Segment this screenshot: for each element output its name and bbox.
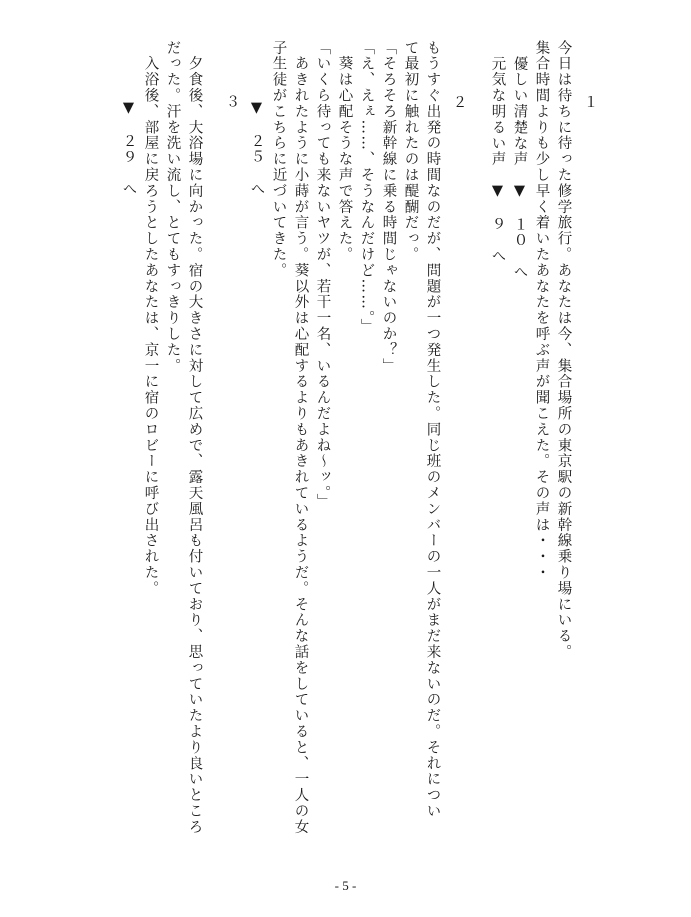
text-line: て最初に触れたのは醍醐だっ。	[402, 40, 419, 263]
choice-link[interactable]: ▼ ２９ へ	[120, 100, 137, 197]
choice-link[interactable]: 元気な明るい声 ▼ ９ へ	[489, 56, 506, 265]
section-number: ３	[223, 94, 240, 110]
section-number: １	[581, 94, 598, 110]
page-number: - 5 -	[334, 878, 357, 893]
text-line: 集合時間よりも少し早く着いたあなたを呼ぶ声が聞こえた。その声は・・・	[533, 40, 550, 581]
text-line: あきれたように小蒔が言う。葵以外は心配するよりもあきれているようだ。そんな話をしていると、一人の女	[292, 40, 309, 835]
text-line: 入浴後、部屋に戻ろうとしたあなたは、京一に宿のロビーに呼び出された。	[142, 40, 159, 597]
text-line: だった。汗を洗い流し、とてもすっきりした。	[164, 40, 181, 374]
text-line: 「いくら待っても来ないヤツが、若干一名、いるんだよね～ッ。」	[314, 40, 331, 510]
text-line: もうすぐ出発の時間なのだが、問題が一つ発生した。同じ班のメンバーの一人がまだ来ないのだ。それについ	[424, 40, 441, 820]
text-line: 今日は待ちに待った修学旅行。あなたは今、集合場所の東京駅の新幹線乗り場にいる。	[555, 40, 572, 661]
choice-link[interactable]: 優しい清楚な声 ▼ １０ へ	[511, 56, 528, 281]
text-line: 夕食後、大浴場に向かった。宿の大きさに対して広めで、露天風呂も付いており、思っていたより良いところ	[186, 40, 203, 835]
text-line: 「え、えぇ……、そうなんだけど……。」	[358, 40, 375, 335]
section-number: ２	[450, 94, 467, 110]
text-line: 「そろそろ新幹線に乗る時間じゃないのか？」	[380, 40, 397, 374]
text-line: 子生徒がこちらに近づいてきた。	[270, 40, 287, 279]
choice-link[interactable]: ▼ ２５ へ	[248, 100, 265, 197]
text-line: 葵は心配そうな声で答えた。	[336, 40, 353, 263]
